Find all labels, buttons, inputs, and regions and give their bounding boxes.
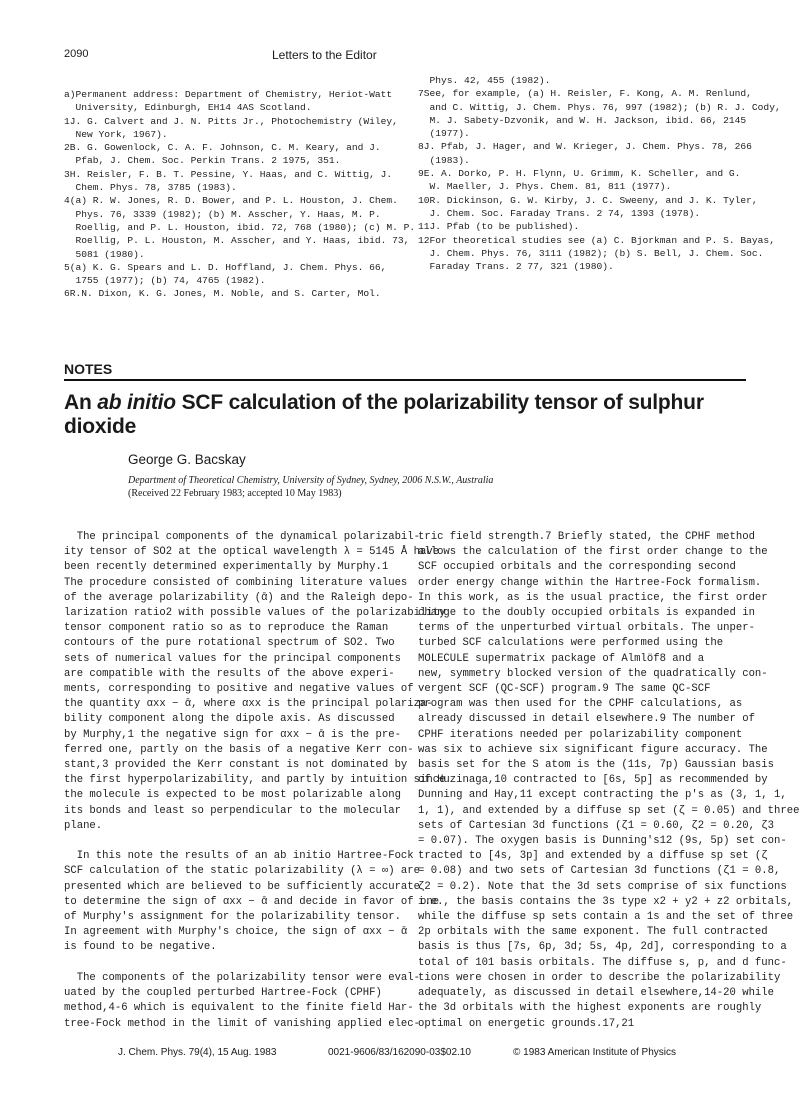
section-divider [64, 379, 746, 381]
body-text-left-column: The principal components of the dynamical polarizabil- ity tensor of SO2 at the optical wavelength λ = 5145 Å have been recently determined experimentally by Murphy.1 The procedure consisted of combining literature values of the average polarizability (ᾱ) and the Raleigh depo- larization ratio2 with possible values of the polarizability tensor component ratio so as to reproduce the Raman contours of the pure rotational spectrum of SO2. Two sets of numerical values for the principal components are compatible with the results of the above experi- ments, corresponding to positive and negative values of the quantity αxx − ᾱ, where αxx is the principal polariza- bility component along the dipole axis. As discussed by Murphy,1 the negative sign for αxx − ᾱ is the pre- ferred one, partly on the basis of a negative Kerr con- stant,3 provided the Kerr constant is not dominated by the first hyperpolarizability, and partly by intuition since the molecule is expected to be most polarizable along its bonds and least so perpendicular to the molecular plane. In this note the results of an ab initio Hartree-Fock SCF calculation of the static polarizability (λ = ∞) are presented which are believed to be sufficiently accurate to determine the sign of αxx − ᾱ and decide in favor of one of Murphy's assignment for the polarizability tensor. In agreement with Murphy's choice, the sign of αxx − ᾱ is found to be negative. The components of the polarizability tensor were eval- uated by the coupled perturbed Hartree-Fock (CPHF) method,4-6 which is equivalent to the finite field Har- tree-Fock method in the limit of vanishing applied elec- [64, 531, 446, 1030]
section-label: NOTES [64, 361, 113, 377]
title-italic: ab initio [97, 391, 176, 414]
received-dates: (Received 22 February 1983; accepted 10 May 1983) [128, 488, 342, 499]
title-suffix: SCF calculation of the polarizability tensor of sulphur dioxide [64, 391, 704, 438]
running-head: Letters to the Editor [272, 48, 377, 62]
author-affiliation: Department of Theoretical Chemistry, University of Sydney, Sydney, 2006 N.S.W., Australia [128, 475, 494, 486]
article-title [64, 391, 754, 439]
page-number: 2090 [64, 48, 89, 60]
author-name: George G. Bacskay [128, 452, 246, 467]
references-right-column: Phys. 42, 455 (1982). 7See, for example, (a) H. Reisler, F. Kong, A. M. Renlund, and C. Wittig, J. Chem. Phys. 76, 997 (1982); (b) R. J. Cody, M. J. Sabety-Dzvonik, and W. H. Jackson, ibid. 66, 2145 (1977). 8J. Pfab, J. Hager, and W. Krieger, J. Chem. Phys. 78, 266 (1983). 9E. A. Dorko, P. H. Flynn, U. Grimm, K. Scheller, and G. W. Maeller, J. Phys. Chem. 81, 811 (1977). 10R. Dickinson, G. W. Kirby, J. C. Sweeny, and J. K. Tyler, J. Chem. Soc. Faraday Trans. 2 74, 1393 (1978). 11J. Pfab (to be published). 12For theoretical studies see (a) C. Bjorkman and P. S. Bayas, J. Chem. Phys. 76, 3111 (1982); (b) S. Bell, J. Chem. Soc. Faraday Trans. 2 77, 321 (1980). [418, 75, 781, 273]
title-prefix: An [64, 391, 98, 414]
footer-journal-citation: J. Chem. Phys. 79(4), 15 Aug. 1983 [118, 1047, 277, 1058]
footer-copyright: © 1983 American Institute of Physics [513, 1047, 677, 1058]
body-text-right-column: tric field strength.7 Briefly stated, the CPHF method allows the calculation of the first order change to the SCF occupied orbitals and the corresponding second order energy change within the Hartree-Fock formalism. In this work, as is the usual practice, the first order change to the doubly occupied orbitals is expanded in terms of the unperturbed virtual orbitals. The unper- turbed SCF calculations were performed using the MOLECULE supermatrix package of Almlöf8 and a new, symmetry blocked version of the quadratically con- vergent SCF (QC-SCF) program.9 The same QC-SCF program was then used for the CPHF calculations, as already discussed in detail elsewhere.9 The number of CPHF iterations needed per polarizability component was six to achieve six significant figure accuracy. The basis set for the S atom is the (11s, 7p) Gaussian basis of Huzinaga,10 contracted to [6s, 5p] as recommended by Dunning and Hay,11 except contracting the p's as (3, 1, 1, 1, 1), and extended by a diffuse sp set (ζ = 0.05) and three sets of Cartesian 3d functions (ζ1 = 0.60, ζ2 = 0.20, ζ3 = 0.07). The oxygen basis is Dunning's12 (9s, 5p) set con- tracted to [4s, 3p] and extended by a diffuse sp set (ζ = 0.08) and two sets of Cartesian 3d functions (ζ1 = 0.8, ζ2 = 0.2). Note that the 3d sets comprise of six functions i.e., the basis contains the 3s type x2 + y2 + z2 orbitals, while the diffuse sp sets contain a 1s and the set of three 2p orbitals with the same exponent. The full contracted basis is thus [7s, 6p, 3d; 5s, 4p, 2d], corresponding to a total of 101 basis orbitals. The diffuse s, p, and d func- tions were chosen in order to describe the polarizability adequately, as discussed in detail elsewhere,14-20 while the 3d orbitals with the highest exponents are roughly optimal on energetic grounds.17,21 [418, 531, 800, 1030]
references-left-column: a)Permanent address: Department of Chemistry, Heriot-Watt University, Edinburgh, EH14 4AS Scotland. 1J. G. Calvert and J. N. Pitts Jr., Photochemistry (Wiley, New York, 1967). 2B. G. Gowenlock, C. A. F. Johnson, C. M. Keary, and J. Pfab, J. Chem. Soc. Perkin Trans. 2 1975, 351. 3H. Reisler, F. B. T. Pessine, Y. Haas, and C. Wittig, J. Chem. Phys. 78, 3785 (1983). 4(a) R. W. Jones, R. D. Bower, and P. L. Houston, J. Chem. Phys. 76, 3339 (1982); (b) M. Asscher, Y. Haas, M. P. Roellig, and P. L. Houston, ibid. 72, 768 (1980); (c) M. P. Roellig, P. L. Houston, M. Asscher, and Y. Haas, ibid. 73, 5081 (1980). 5(a) K. G. Spears and L. D. Hoffland, J. Chem. Phys. 66, 1755 (1977); (b) 74, 4765 (1982). 6R.N. Dixon, K. G. Jones, M. Noble, and S. Carter, Mol. [64, 89, 416, 300]
footer-article-code: 0021-9606/83/162090-03$02.10 [328, 1047, 471, 1058]
